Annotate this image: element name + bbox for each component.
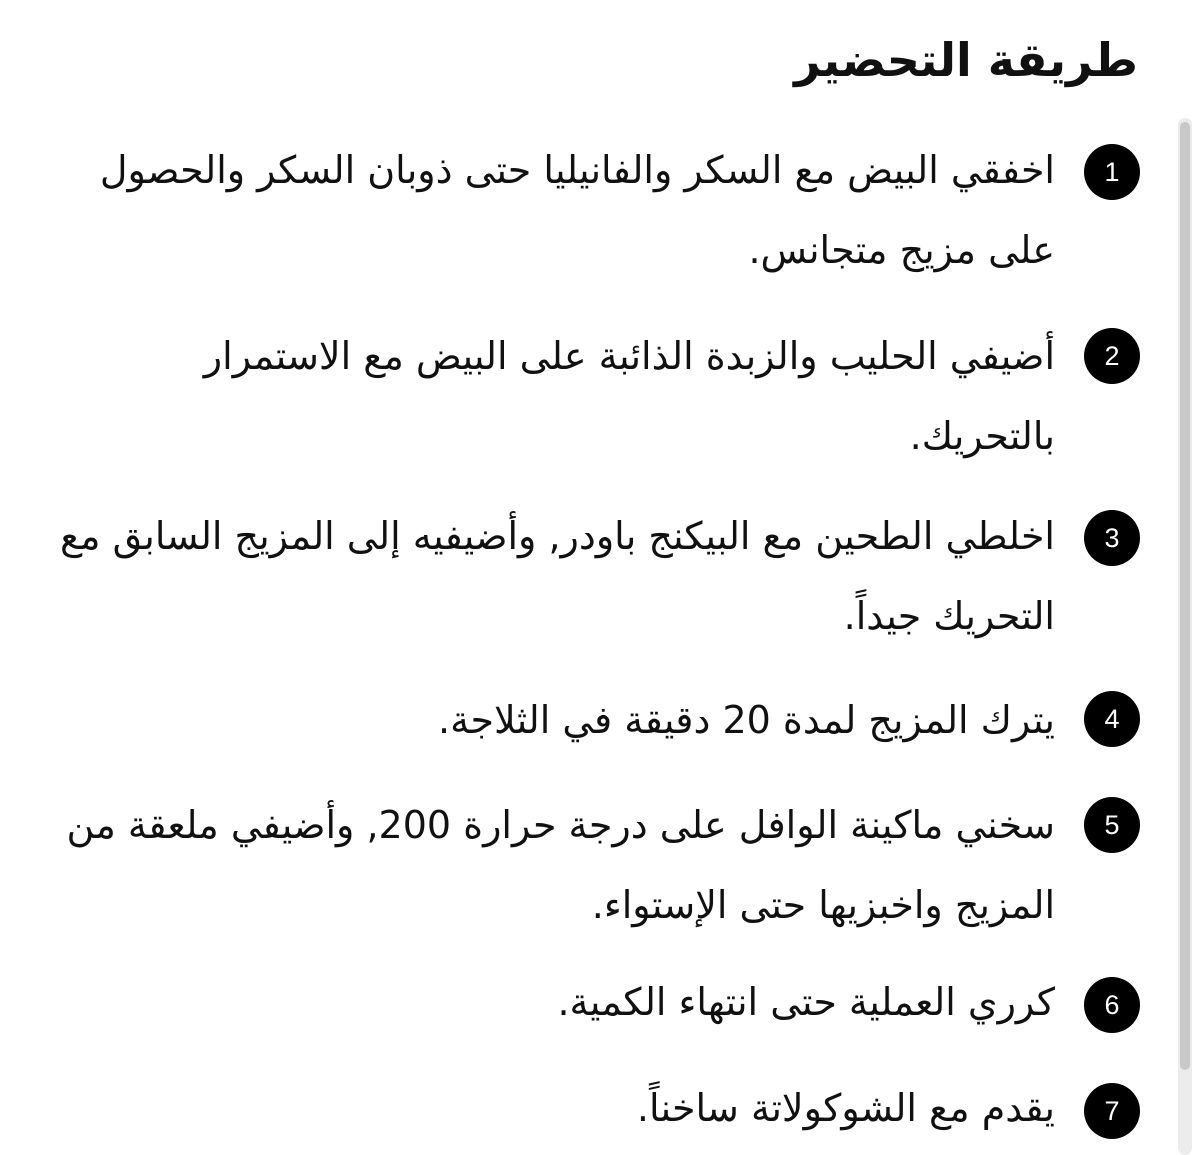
step-number-badge: 1	[1084, 144, 1140, 200]
step-number-badge: 6	[1084, 977, 1140, 1033]
section-title: طريقة التحضير	[794, 33, 1138, 87]
step-number-badge: 2	[1084, 328, 1140, 384]
step-number-badge: 5	[1084, 797, 1140, 853]
step-text: كرري العملية حتى انتهاء الكمية.	[557, 980, 1055, 1024]
step-text: اخفقي البيض مع السكر والفانيليا حتى ذوبان السكر والحصول على مزيج متجانس.	[99, 148, 1055, 272]
step-text: اخلطي الطحين مع البيكنج باودر, وأضيفيه إلى المزيج السابق مع التحريك جيداً.	[59, 514, 1055, 638]
step-text: أضيفي الحليب والزبدة الذائبة على البيض مع الاستمرار بالتحريك.	[203, 334, 1055, 458]
step-number-badge: 4	[1084, 691, 1140, 747]
step-text: يقدم مع الشوكولاتة ساخناً.	[636, 1086, 1055, 1130]
step-number-badge: 3	[1084, 510, 1140, 566]
step-number-badge: 7	[1084, 1083, 1140, 1139]
step-text: سخني ماكينة الوافل على درجة حرارة 200, وأضيفي ملعقة من المزيج واخبزيها حتى الإستواء.	[66, 803, 1055, 927]
step-text: يترك المزيج لمدة 20 دقيقة في الثلاجة.	[438, 698, 1055, 742]
